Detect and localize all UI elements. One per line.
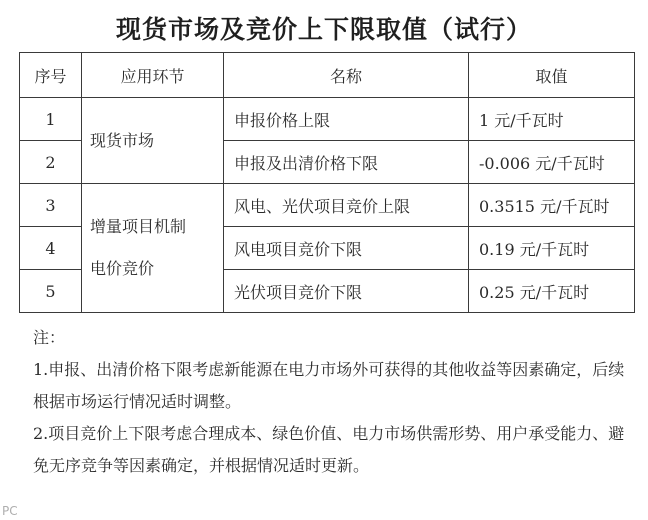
row-value: 0.25 元/千瓦时 [469, 270, 635, 313]
row-index: 1 [20, 98, 82, 141]
table-header-row [20, 53, 635, 98]
stage-incremental-line2: 电价竞价 [90, 259, 155, 278]
stage-incremental-projects [82, 184, 224, 313]
row-index: 3 [20, 184, 82, 227]
row-name: 申报及出清价格下限 [224, 141, 469, 184]
header-index: 序号 [20, 53, 82, 98]
table-row [20, 184, 635, 227]
row-name: 风电、光伏项目竞价上限 [224, 184, 469, 227]
row-name: 风电项目竞价下限 [224, 227, 469, 270]
header-name: 名称 [224, 53, 469, 98]
row-name: 申报价格上限 [224, 98, 469, 141]
row-index: 2 [20, 141, 82, 184]
row-name: 光伏项目竞价下限 [224, 270, 469, 313]
stage-incremental-line1: 增量项目机制 [90, 217, 187, 237]
row-value: -0.006 元/千瓦时 [469, 141, 635, 184]
row-value: 0.19 元/千瓦时 [469, 227, 635, 270]
note-item-1: 1.申报、出清价格下限考虑新能源在电力市场外可获得的其他收益等因素确定，后续根据市场运行情况适时调整。 [33, 360, 625, 411]
row-value: 1 元/千瓦时 [469, 98, 635, 141]
stage-spot-market: 现货市场 [82, 98, 224, 184]
note-item-2: 2.项目竞价上下限考虑合理成本、绿色价值、电力市场供需形势、用户承受能力、避免无序竞争等因素确定，并根据情况适时更新。 [33, 424, 625, 475]
row-value: 0.3515 元/千瓦时 [469, 184, 635, 227]
price-limit-table [19, 52, 635, 313]
notes-section [33, 322, 633, 482]
notes-heading: 注： [33, 328, 66, 347]
row-index: 5 [20, 270, 82, 313]
watermark-logo: PC [2, 504, 18, 518]
row-index: 4 [20, 227, 82, 270]
header-stage: 应用环节 [82, 53, 224, 98]
header-value: 取值 [469, 53, 635, 98]
document-title: 现货市场及竞价上下限取值（试行） [115, 15, 532, 44]
table-row [20, 98, 635, 141]
